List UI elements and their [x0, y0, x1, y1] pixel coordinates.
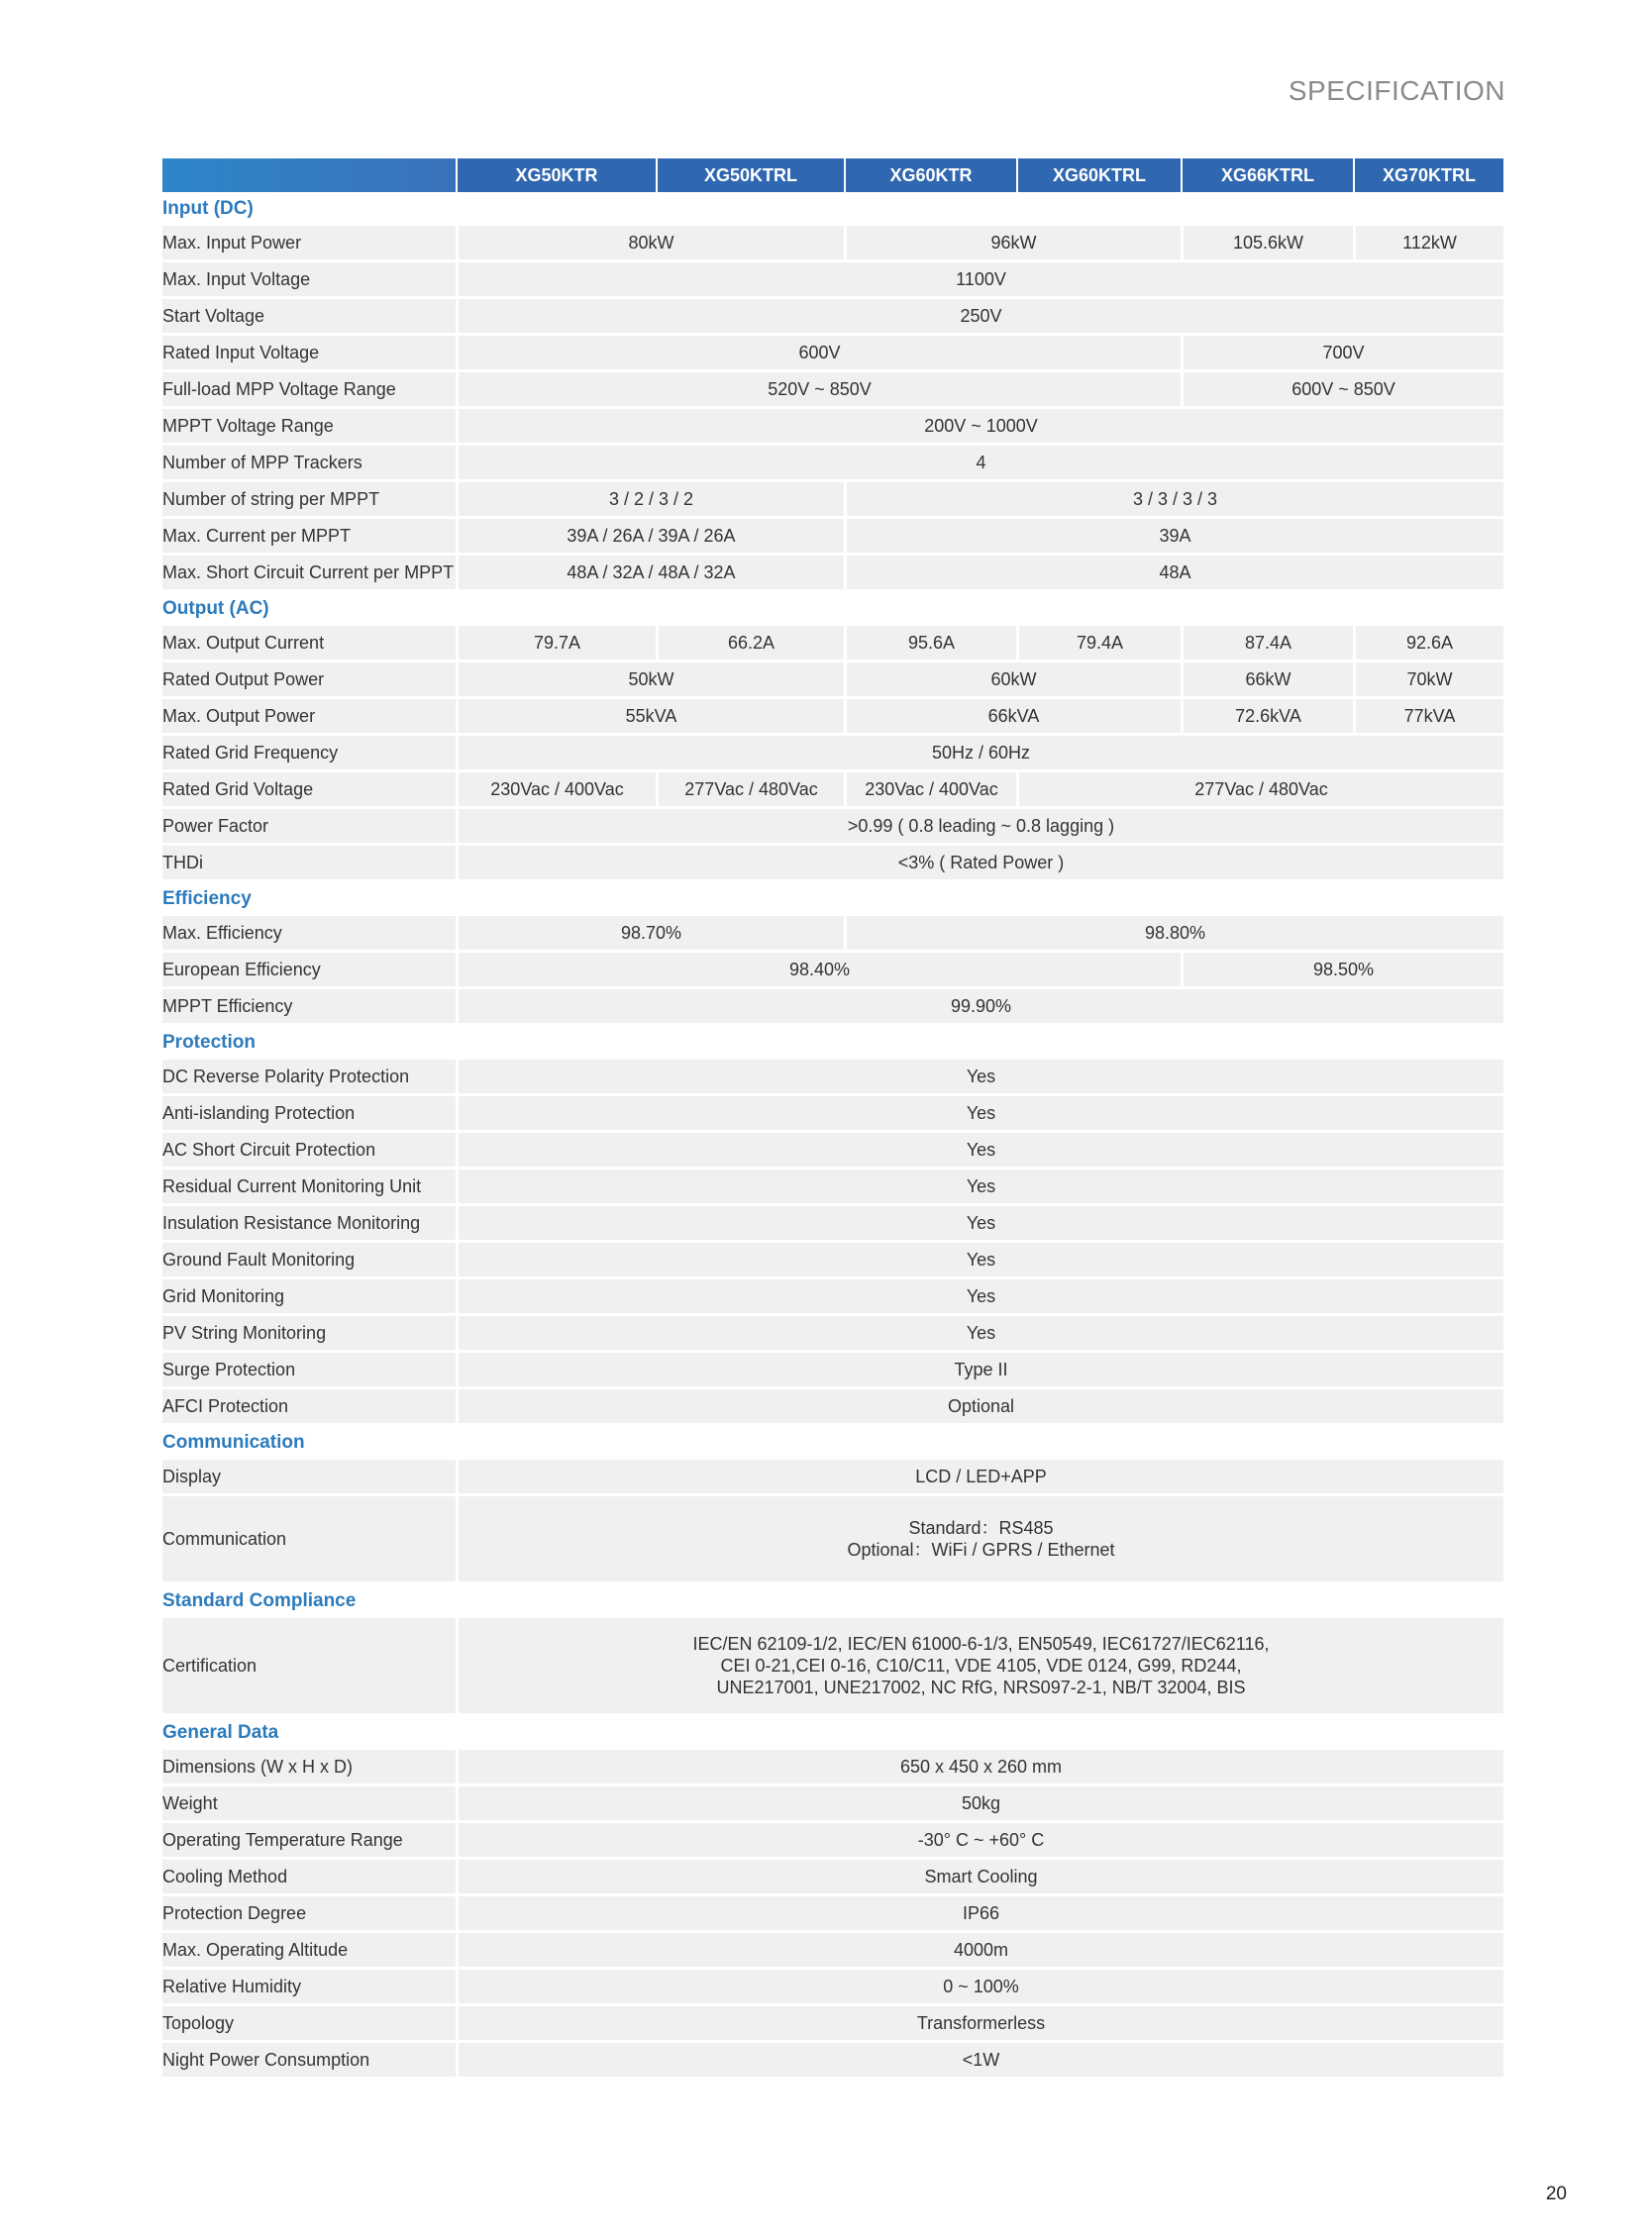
- spec-value: 70kW: [1353, 662, 1503, 699]
- spec-label: Communication: [162, 1496, 456, 1584]
- spec-label: Number of string per MPPT: [162, 482, 456, 519]
- spec-label: PV String Monitoring: [162, 1316, 456, 1353]
- spec-row: [162, 1860, 1503, 1896]
- spec-row: [162, 226, 1503, 262]
- spec-row: [162, 626, 1503, 662]
- spec-label: Ground Fault Monitoring: [162, 1243, 456, 1279]
- spec-label: Insulation Resistance Monitoring: [162, 1206, 456, 1243]
- spec-row: [162, 1460, 1503, 1496]
- spec-row: [162, 953, 1503, 989]
- page-number: 20: [1545, 2184, 1567, 2204]
- spec-row: [162, 809, 1503, 846]
- spec-label: Max. Input Voltage: [162, 262, 456, 299]
- spec-value: Yes: [456, 1133, 1503, 1170]
- spec-label: Grid Monitoring: [162, 1279, 456, 1316]
- spec-label: Max. Efficiency: [162, 916, 456, 953]
- spec-row: [162, 1279, 1503, 1316]
- spec-label: Relative Humidity: [162, 1970, 456, 2006]
- spec-row: [162, 1206, 1503, 1243]
- spec-value: 200V ~ 1000V: [456, 409, 1503, 446]
- spec-row: [162, 262, 1503, 299]
- spec-row: [162, 1353, 1503, 1389]
- spec-row: [162, 1096, 1503, 1133]
- spec-row: [162, 1933, 1503, 1970]
- spec-value: 50Hz / 60Hz: [456, 736, 1503, 772]
- spec-value: 39A / 26A / 39A / 26A: [456, 519, 844, 556]
- spec-value: 112kW: [1353, 226, 1503, 262]
- section-title: Efficiency: [162, 882, 1503, 916]
- spec-row: [162, 1970, 1503, 2006]
- spec-label: Rated Output Power: [162, 662, 456, 699]
- spec-value: 99.90%: [456, 989, 1503, 1026]
- spec-value: Type II: [456, 1353, 1503, 1389]
- spec-row: [162, 846, 1503, 882]
- spec-value: 48A: [844, 556, 1503, 592]
- model-header: XG60KTR: [844, 158, 1016, 192]
- spec-row: [162, 1170, 1503, 1206]
- spec-value: 650 x 450 x 260 mm: [456, 1750, 1503, 1786]
- section-header-row: [162, 1026, 1503, 1060]
- section-title: Protection: [162, 1026, 1503, 1060]
- spec-value: Yes: [456, 1170, 1503, 1206]
- spec-row: [162, 1316, 1503, 1353]
- spec-value: 79.7A: [456, 626, 656, 662]
- spec-row: [162, 446, 1503, 482]
- spec-value-line: Optional：WiFi / GPRS / Ethernet: [847, 1540, 1115, 1560]
- spec-label: AFCI Protection: [162, 1389, 456, 1426]
- spec-value-line: UNE217001, UNE217002, NC RfG, NRS097-2-1, NB/T 32004, BIS: [716, 1678, 1246, 1697]
- spec-value: 66.2A: [656, 626, 844, 662]
- spec-value: 98.70%: [456, 916, 844, 953]
- model-header: XG50KTR: [456, 158, 656, 192]
- spec-value: 55kVA: [456, 699, 844, 736]
- spec-value: <1W: [456, 2043, 1503, 2080]
- spec-value: Optional: [456, 1389, 1503, 1426]
- spec-value: 98.80%: [844, 916, 1503, 953]
- spec-value: 39A: [844, 519, 1503, 556]
- spec-value: 98.50%: [1181, 953, 1503, 989]
- spec-value: 4000m: [456, 1933, 1503, 1970]
- spec-label: AC Short Circuit Protection: [162, 1133, 456, 1170]
- spec-row: [162, 1786, 1503, 1823]
- section-header-row: [162, 1716, 1503, 1750]
- spec-value: 230Vac / 400Vac: [456, 772, 656, 809]
- spec-value: 48A / 32A / 48A / 32A: [456, 556, 844, 592]
- spec-label: Max. Input Power: [162, 226, 456, 262]
- spec-value: 95.6A: [844, 626, 1016, 662]
- spec-row: [162, 1389, 1503, 1426]
- spec-value: 72.6kVA: [1181, 699, 1353, 736]
- section-title: Input (DC): [162, 192, 1503, 226]
- section-title: Output (AC): [162, 592, 1503, 626]
- spec-value-line: CEI 0-21,CEI 0-16, C10/C11, VDE 4105, VDE 0124, G99, RD244,: [720, 1656, 1242, 1676]
- spec-label: Max. Operating Altitude: [162, 1933, 456, 1970]
- spec-value: 230Vac / 400Vac: [844, 772, 1016, 809]
- spec-row: [162, 372, 1503, 409]
- spec-label: MPPT Voltage Range: [162, 409, 456, 446]
- spec-value: >0.99 ( 0.8 leading ~ 0.8 lagging ): [456, 809, 1503, 846]
- spec-value: 66kW: [1181, 662, 1353, 699]
- spec-label: Full-load MPP Voltage Range: [162, 372, 456, 409]
- section-header-row: [162, 592, 1503, 626]
- spec-label: Cooling Method: [162, 1860, 456, 1896]
- spec-label: Certification: [162, 1618, 456, 1716]
- spec-row: [162, 989, 1503, 1026]
- spec-label: Max. Short Circuit Current per MPPT: [162, 556, 456, 592]
- spec-value: Yes: [456, 1316, 1503, 1353]
- spec-label: Weight: [162, 1786, 456, 1823]
- section-header-row: [162, 192, 1503, 226]
- spec-value: Smart Cooling: [456, 1860, 1503, 1896]
- spec-row: [162, 1133, 1503, 1170]
- model-header: XG60KTRL: [1016, 158, 1181, 192]
- spec-value: [456, 1496, 1503, 1584]
- spec-value: <3% ( Rated Power ): [456, 846, 1503, 882]
- spec-value: 50kg: [456, 1786, 1503, 1823]
- spec-value: Yes: [456, 1060, 1503, 1096]
- spec-value: 4: [456, 446, 1503, 482]
- spec-row: [162, 916, 1503, 953]
- spec-row: [162, 736, 1503, 772]
- spec-label: Operating Temperature Range: [162, 1823, 456, 1860]
- section-title: Standard Compliance: [162, 1584, 1503, 1618]
- spec-value: 77kVA: [1353, 699, 1503, 736]
- spec-row: [162, 556, 1503, 592]
- spec-value: 92.6A: [1353, 626, 1503, 662]
- spec-row: [162, 336, 1503, 372]
- spec-row: [162, 772, 1503, 809]
- spec-value: 600V ~ 850V: [1181, 372, 1503, 409]
- spec-label: Protection Degree: [162, 1896, 456, 1933]
- spec-value: 1100V: [456, 262, 1503, 299]
- spec-value: 277Vac / 480Vac: [656, 772, 844, 809]
- spec-value: 250V: [456, 299, 1503, 336]
- spec-value: Transformerless: [456, 2006, 1503, 2043]
- spec-label: Rated Grid Frequency: [162, 736, 456, 772]
- spec-label: Max. Output Current: [162, 626, 456, 662]
- spec-label: European Efficiency: [162, 953, 456, 989]
- spec-label: Max. Current per MPPT: [162, 519, 456, 556]
- spec-value: LCD / LED+APP: [456, 1460, 1503, 1496]
- spec-value: 3 / 3 / 3 / 3: [844, 482, 1503, 519]
- spec-value-line: IEC/EN 62109-1/2, IEC/EN 61000-6-1/3, EN50549, IEC61727/IEC62116,: [692, 1634, 1270, 1654]
- spec-label: Surge Protection: [162, 1353, 456, 1389]
- spec-value: 600V: [456, 336, 1181, 372]
- section-title: General Data: [162, 1716, 1503, 1750]
- spec-label: THDi: [162, 846, 456, 882]
- spec-value: Yes: [456, 1279, 1503, 1316]
- spec-value: 96kW: [844, 226, 1181, 262]
- spec-row: [162, 1896, 1503, 1933]
- spec-row: [162, 1750, 1503, 1786]
- spec-value: -30° C ~ +60° C: [456, 1823, 1503, 1860]
- section-title: Communication: [162, 1426, 1503, 1460]
- spec-row: [162, 519, 1503, 556]
- spec-value: Yes: [456, 1206, 1503, 1243]
- spec-value: 66kVA: [844, 699, 1181, 736]
- spec-row: [162, 699, 1503, 736]
- spec-value: 700V: [1181, 336, 1503, 372]
- spec-value: Yes: [456, 1096, 1503, 1133]
- page-title: SPECIFICATION: [1288, 75, 1505, 106]
- spec-value: 0 ~ 100%: [456, 1970, 1503, 2006]
- spec-label: Start Voltage: [162, 299, 456, 336]
- spec-label: Rated Input Voltage: [162, 336, 456, 372]
- spec-label: Dimensions (W x H x D): [162, 1750, 456, 1786]
- model-header: XG66KTRL: [1181, 158, 1353, 192]
- spec-value: 520V ~ 850V: [456, 372, 1181, 409]
- spec-value: 277Vac / 480Vac: [1016, 772, 1503, 809]
- spec-label: Max. Output Power: [162, 699, 456, 736]
- spec-value: 80kW: [456, 226, 844, 262]
- model-header: XG70KTRL: [1353, 158, 1503, 192]
- section-header-row: [162, 1584, 1503, 1618]
- spec-value: 105.6kW: [1181, 226, 1353, 262]
- spec-value: 87.4A: [1181, 626, 1353, 662]
- specification-table: [162, 158, 1503, 2080]
- spec-label: MPPT Efficiency: [162, 989, 456, 1026]
- section-header-row: [162, 1426, 1503, 1460]
- spec-value: 3 / 2 / 3 / 2: [456, 482, 844, 519]
- spec-row: [162, 1496, 1503, 1584]
- model-header-row: [162, 158, 1503, 192]
- spec-label: Number of MPP Trackers: [162, 446, 456, 482]
- model-header: XG50KTRL: [656, 158, 844, 192]
- spec-row: [162, 662, 1503, 699]
- spec-row: [162, 482, 1503, 519]
- spec-label: Night Power Consumption: [162, 2043, 456, 2080]
- spec-label: Rated Grid Voltage: [162, 772, 456, 809]
- section-header-row: [162, 882, 1503, 916]
- spec-label: Residual Current Monitoring Unit: [162, 1170, 456, 1206]
- spec-value-line: Standard：RS485: [908, 1518, 1054, 1538]
- specification-body: [162, 192, 1503, 2080]
- spec-row: [162, 2006, 1503, 2043]
- spec-label: Power Factor: [162, 809, 456, 846]
- spec-row: [162, 1060, 1503, 1096]
- spec-value: 50kW: [456, 662, 844, 699]
- spec-label: DC Reverse Polarity Protection: [162, 1060, 456, 1096]
- spec-label: Anti-islanding Protection: [162, 1096, 456, 1133]
- spec-row: [162, 409, 1503, 446]
- spec-value: 79.4A: [1016, 626, 1181, 662]
- spec-value: [456, 1618, 1503, 1716]
- spec-row: [162, 2043, 1503, 2080]
- spec-row: [162, 1618, 1503, 1716]
- spec-value: IP66: [456, 1896, 1503, 1933]
- spec-value: Yes: [456, 1243, 1503, 1279]
- spec-row: [162, 1243, 1503, 1279]
- spec-value: 60kW: [844, 662, 1181, 699]
- spec-row: [162, 1823, 1503, 1860]
- header-corner: [162, 158, 456, 192]
- spec-row: [162, 299, 1503, 336]
- spec-label: Topology: [162, 2006, 456, 2043]
- spec-label: Display: [162, 1460, 456, 1496]
- spec-value: 98.40%: [456, 953, 1181, 989]
